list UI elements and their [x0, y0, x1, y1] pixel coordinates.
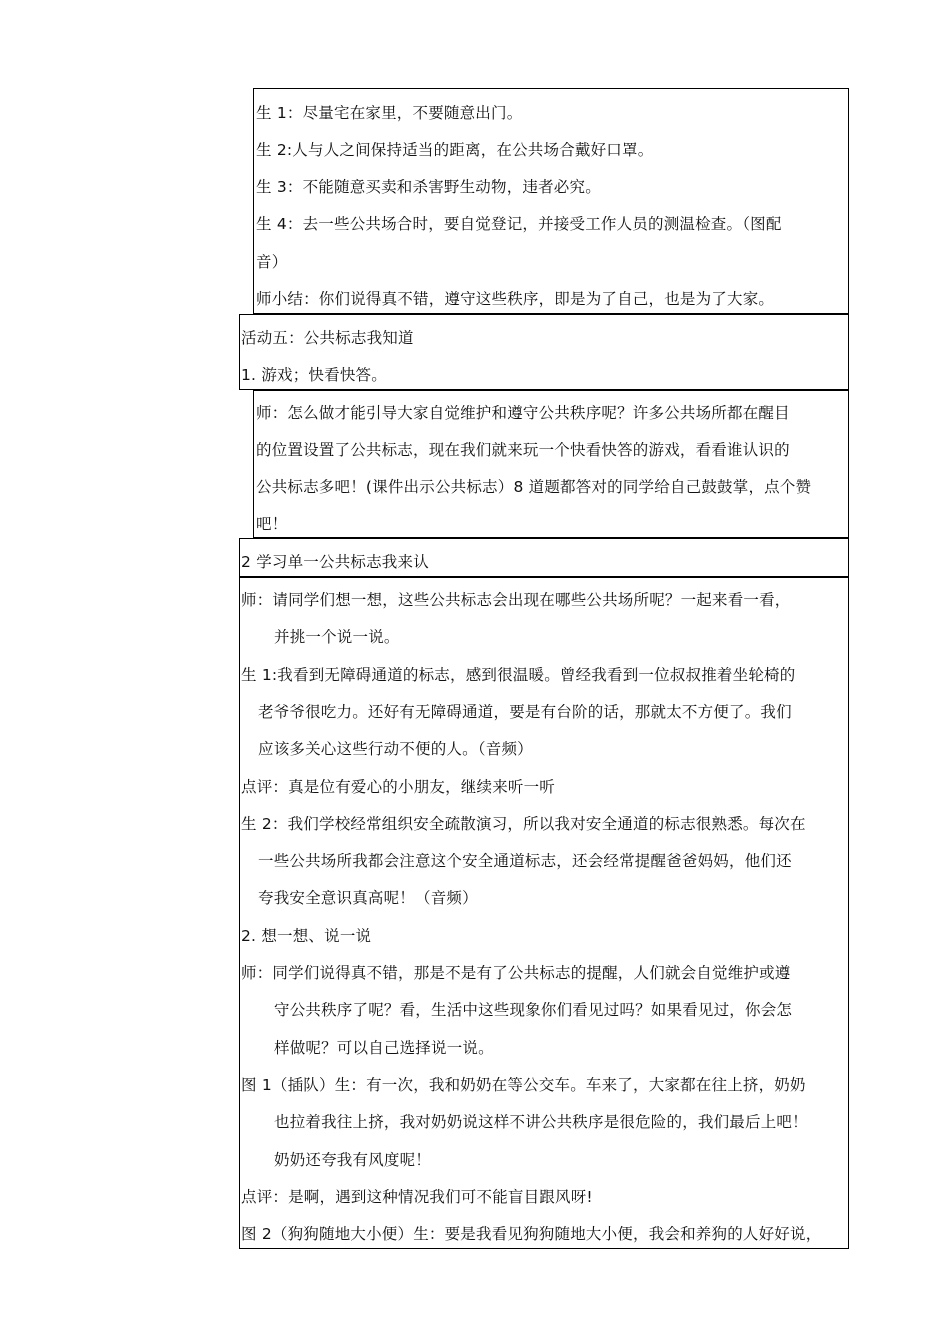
- discussion-line-5: 应该多关心这些行动不便的人。（音频）: [258, 740, 533, 758]
- student-4-line: 生 4：去一些公共场合时，要自觉登记，并接受工作人员的测温检查。（图配: [256, 215, 782, 233]
- discussion-line-1: 师：请同学们想一想，这些公共标志会出现在哪些公共场所呢？一起来看一看，: [241, 591, 791, 609]
- discussion-line-16: 奶奶还夸我有风度呢！: [274, 1151, 432, 1169]
- student-3-line: 生 3：不能随意买卖和杀害野生动物，违者必究。: [256, 178, 601, 196]
- student-4-line-cont: 音）: [256, 253, 288, 271]
- activity-five-title: 活动五：公共标志我知道: [241, 329, 414, 347]
- teacher-game-line-3: 公共标志多吧！(课件出示公共标志）8 道题都答对的同学给自己鼓鼓掌，点个赞: [256, 478, 812, 496]
- discussion-line-6: 点评：真是位有爱心的小朋友，继续来听一听: [241, 778, 556, 796]
- discussion-line-8: 一些公共场所我都会注意这个安全通道标志，还会经常提醒爸爸妈妈，他们还: [258, 852, 792, 870]
- student-2-line: 生 2:人与人之间保持适当的距离，在公共场合戴好口罩。: [256, 141, 654, 159]
- teacher-game-line-4: 吧！: [256, 515, 288, 533]
- discussion-line-3: 生 1:我看到无障碍通道的标志，感到很温暖。曾经我看到一位叔叔推着坐轮椅的: [241, 666, 796, 684]
- discussion-line-11: 师：同学们说得真不错，那是不是有了公共标志的提醒，人们就会自觉维护或遵: [241, 964, 791, 982]
- student-1-line: 生 1：尽量宅在家里，不要随意出门。: [256, 104, 523, 122]
- discussion-line-4: 老爷爷很吃力。还好有无障碍通道，要是有台阶的话，那就太不方便了。我们: [258, 703, 792, 721]
- discussion-line-12: 守公共秩序了呢？看，生活中这些现象你们看见过吗？如果看见过，你会怎: [274, 1001, 793, 1019]
- worksheet-title: 2 学习单一公共标志我来认: [241, 553, 429, 571]
- teacher-game-line-2: 的位置设置了公共标志，现在我们就来玩一个快看快答的游戏，看看谁认识的: [256, 441, 790, 459]
- activity-five-item-1: 1. 游戏；快看快答。: [241, 366, 387, 384]
- discussion-line-7: 生 2：我们学校经常组织安全疏散演习，所以我对安全通道的标志很熟悉。每次在: [241, 815, 806, 833]
- discussion-line-9: 夸我安全意识真高呢！（音频）: [258, 889, 478, 907]
- discussion-line-13: 样做呢？可以自己选择说一说。: [274, 1039, 494, 1057]
- discussion-line-15: 也拉着我往上挤，我对奶奶说这样不讲公共秩序是很危险的，我们最后上吧！: [274, 1113, 808, 1131]
- discussion-line-14: 图 1（插队）生：有一次，我和奶奶在等公交车。车来了，大家都在往上挤，奶奶: [241, 1076, 806, 1094]
- teacher-game-line-1: 师：怎么做才能引导大家自觉维护和遵守公共秩序呢？许多公共场所都在醒目: [256, 404, 790, 422]
- discussion-line-17: 点评：是啊，遇到这种情况我们可不能盲目跟风呀!: [241, 1188, 593, 1206]
- teacher-summary-line: 师小结：你们说得真不错，遵守这些秩序，即是为了自己，也是为了大家。: [256, 290, 775, 308]
- discussion-line-10: 2. 想一想、说一说: [241, 927, 372, 945]
- discussion-line-2: 并挑一个说一说。: [274, 628, 400, 646]
- discussion-line-18: 图 2（狗狗随地大小便）生：要是我看见狗狗随地大小便，我会和养狗的人好好说，: [241, 1225, 822, 1243]
